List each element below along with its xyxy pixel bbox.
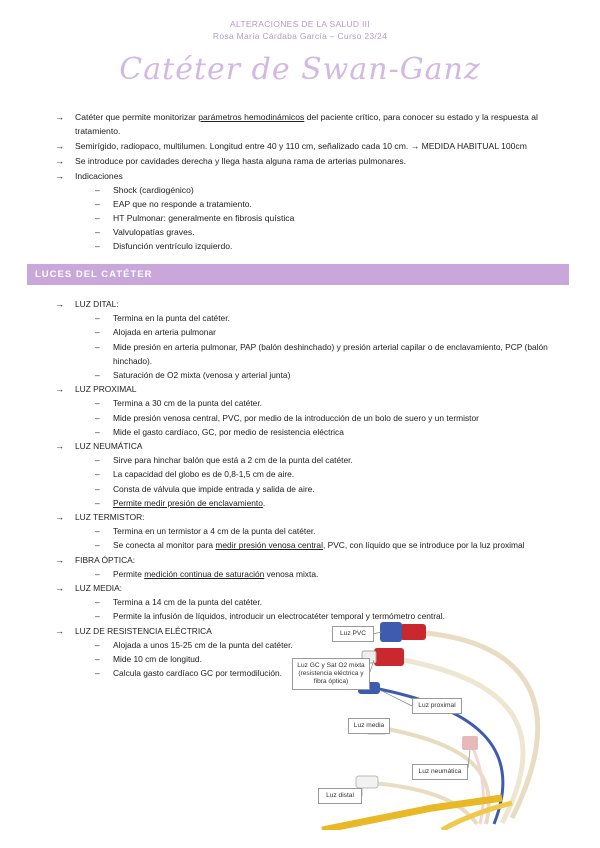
arrow-icon: → [55,625,64,636]
list-item: – EAP que no responde a tratamiento. [95,199,252,209]
list-item: – Permite la infusión de líquidos, introducir un electrocatéter temporal y termómetro central. [95,611,445,622]
luz-label: LUZ PROXIMAL [75,384,137,395]
callout-luz-neumatica: Luz neumática [412,764,468,780]
list-item: – Permite medir presión de enclavamiento. [95,497,266,508]
list-item: – Termina a 30 cm de la punta del catéter. [95,398,262,409]
indicaciones-list [75,183,555,253]
indicaciones-item: → Indicaciones – Shock (cardiogénico) – EAP que no responde a tratamiento. – HT Pulmonar: generalmente en fibrosis quística – Valvulopatías graves. – Disfunción ventrículo izquierdo. [55,169,555,253]
list-item: – Mide el gasto cardíaco, GC, por medio de resistencia eléctrica [95,426,344,437]
intro-item: → Semirígido, radiopaco, multilumen. Longitud entre 40 y 110 cm, señalizado cada 10 cm. → MEDIDA HABITUAL 100cm [55,141,527,151]
list-item: – Termina a 14 cm de la punta del catéter. [95,597,262,608]
arrow-icon: → [55,384,64,395]
list-item: – Alojada a unos 15-25 cm de la punta del catéter. [95,639,293,650]
luz-gc-connector [374,648,404,666]
luz-detail-list [75,524,565,552]
callout-luz-media: Luz media [348,718,390,734]
callout-luz-gc: Luz GC y Sat O2 mixta (resistencia eléctrica y fibra óptica) [292,658,370,690]
luz-item [55,297,565,382]
luz-item [55,439,565,510]
list-item: – Sirve para hinchar balón que está a 2 cm de la punta del catéter. [95,455,353,466]
luz-pvc-connector [400,624,426,640]
arrow-icon: → [55,171,64,181]
arrow-icon: → [55,512,64,523]
list-item: – Termina en un termistor a 4 cm de la punta del catéter. [95,526,316,537]
luz-label: LUZ NEUMÁTICA [75,441,143,452]
list-item: – Termina en la punta del catéter. [95,313,230,324]
luz-label: LUZ DE RESISTENCIA ELÉCTRICA [75,625,212,636]
list-item: – Valvulopatías graves. [95,227,195,237]
callout-luz-pvc: Luz PVC [332,626,374,642]
list-item: – Se conecta al monitor para medir presión venosa central, PVC, con líquido que se introduce por la luz proximal [95,540,525,551]
list-item: – Mide presión venosa central, PVC, por medio de la introducción de un bolo de suero y un termistor [95,412,479,423]
luz-item [55,382,565,439]
luz-label: LUZ DITAL: [75,299,119,309]
header-course: ALTERACIONES DE LA SALUD III [229,19,371,29]
luz-detail-list [75,567,565,581]
list-item: – Calcula gasto cardíaco GC por termodilución. [95,668,282,679]
arrow-icon: → [55,299,64,309]
arrow-icon: → [55,554,64,565]
list-item: – Disfunción ventrículo izquierdo. [95,241,233,251]
list-item: – Permite medición continua de saturación venosa mixta. [95,568,319,579]
list-item: – Shock (cardiogénico) [95,185,194,195]
list-item: – HT Pulmonar: generalmente en fibrosis quística [95,213,295,223]
luz-detail-list [75,396,565,439]
luz-label: FIBRA ÓPTICA: [75,554,136,565]
page-title: Catéter de Swan-Ganz [119,52,481,87]
header-author: Rosa María Cárdaba García – Curso 23/24 [212,31,388,41]
arrow-icon: → [55,441,64,452]
luz-label: LUZ TERMISTOR: [75,512,145,523]
luz-item [55,510,565,553]
luz-neumatica-connector [462,736,478,750]
luz-label: LUZ MEDIA: [75,583,122,594]
list-item: – La capacidad del globo es de 0,8-1,5 cm de aire. [95,469,295,480]
list-item: – Consta de válvula que impide entrada y salida de aire. [95,483,315,494]
page-header [0,18,600,42]
list-item: – Saturación de O2 mixta (venosa y arterial junta) [95,370,291,381]
list-item: – Mide presión en arteria pulmonar, PAP (balón deshinchado) y presión arterial capilar o de enclavamiento, PCP (balón hinchado). [95,341,548,366]
section-heading: LUCES DEL CATÉTER [27,264,569,285]
intro-item: → Se introduce por cavidades derecha y llega hasta alguna rama de arterias pulmonares. [55,156,407,166]
arrow-icon: → [55,112,64,122]
luz-detail-list [75,311,565,382]
callout-luz-proximal: Luz proximal [412,698,462,714]
luz-distal-connector [356,776,378,788]
intro-item: → Catéter que permite monitorizar parámetros hemodinámicos del paciente crítico, para conocer su estado y la respuesta al tratamiento. [55,112,538,136]
catheter-figure [262,618,580,830]
list-item: – Mide 10 cm de longitud. [95,654,202,665]
luz-item [55,553,565,581]
arrow-icon: → [55,141,64,151]
luz-detail-list [75,453,565,510]
list-item: – Alojada en arteria pulmonar [95,327,216,338]
catheter-illustration [262,618,580,830]
intro-list [55,110,555,254]
callout-luz-distal: Luz distal [318,788,362,804]
arrow-icon: → [55,583,64,594]
arrow-icon: → [55,156,64,166]
